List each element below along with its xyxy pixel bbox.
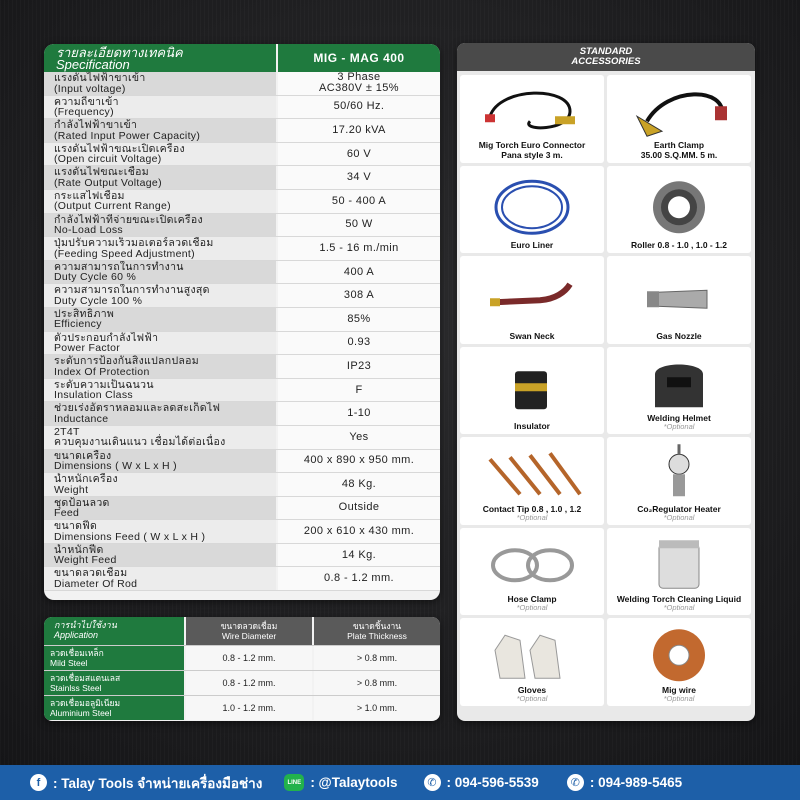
accessories-grid: [457, 71, 755, 710]
application-header: [44, 617, 440, 645]
accessory-name: Insulator: [514, 421, 550, 431]
spec-label-en: (Frequency): [54, 106, 114, 119]
spec-value: [276, 72, 440, 95]
spec-value: [276, 214, 440, 237]
contact-tip-icon: [460, 437, 604, 504]
material-en: Stainlss Steel: [50, 683, 102, 693]
spec-label-th: ความสามารถในการทำงานสูงสุด: [54, 284, 210, 297]
spec-row: [44, 119, 440, 143]
spec-value: [276, 379, 440, 402]
accessory-name: Mig Torch Euro Connector Pana style 3 m.: [478, 139, 586, 160]
spec-title-en: Specification: [56, 57, 130, 72]
spec-label-th: กระแสไฟเชื่อม: [54, 189, 125, 202]
application-row: [44, 670, 440, 695]
spec-row: [44, 214, 440, 238]
spec-label-en: Feed: [54, 507, 80, 520]
spec-label-th: ชุดป้อนลวด: [54, 496, 110, 509]
material-th: ลวดเชื่อมอลูมิเนียม: [50, 698, 121, 708]
spec-label-th: ขนาดลวดเชื่อม: [54, 567, 128, 580]
spec-label-th: ประสิทธิภาพ: [54, 307, 115, 320]
spec-label: [44, 190, 276, 213]
spec-label: [44, 284, 276, 307]
spec-value: [276, 332, 440, 355]
spec-label-th: แรงดันไฟฟ้าขณะเปิดเครื่อง: [54, 142, 185, 155]
accessory-name: Gloves: [517, 684, 547, 695]
spec-value-main: 48 Kg.: [341, 477, 377, 490]
gloves-icon: [460, 618, 604, 685]
spec-row: [44, 379, 440, 403]
spec-value: [276, 166, 440, 189]
plate-thickness-value: > 0.8 mm.: [312, 671, 440, 695]
accessory-item: [607, 618, 751, 706]
spec-row: [44, 261, 440, 285]
wire-diameter-value: 0.8 - 1.2 mm.: [184, 646, 312, 670]
spec-label-th: ปุ่มปรับความเร็วมอเตอร์ลวดเชื่อม: [54, 237, 214, 250]
plate-thickness-header: [312, 617, 440, 645]
spec-row: [44, 190, 440, 214]
spec-row: [44, 520, 440, 544]
spec-label: [44, 214, 276, 237]
spec-label: [44, 237, 276, 260]
material-th: ลวดเชื่อมสแตนเลส: [50, 673, 121, 683]
line-icon: LINE: [284, 774, 304, 791]
accessory-name: Hose Clamp: [507, 594, 557, 604]
spec-value: [276, 497, 440, 520]
spec-table: [44, 72, 440, 591]
accessory-item: [607, 347, 751, 435]
accessories-title-line2: ACCESSORIES: [571, 56, 641, 67]
spec-label: [44, 355, 276, 378]
spec-value: [276, 237, 440, 260]
spec-label: [44, 379, 276, 402]
torch-icon: [460, 75, 604, 140]
material-label: [44, 671, 184, 695]
phone-text-1: : 094-596-5539: [446, 775, 539, 790]
spec-value-main: 1-10: [347, 407, 371, 420]
spec-row: [44, 237, 440, 261]
spec-label: [44, 72, 276, 95]
model-name: MIG - MAG 400: [276, 44, 440, 72]
accessory-name: Welding Helmet: [647, 413, 711, 423]
spec-label: [44, 166, 276, 189]
spec-row: [44, 544, 440, 568]
accessory-item: [460, 618, 604, 706]
accessory-item: [460, 528, 604, 616]
spec-value: [276, 261, 440, 284]
spec-label-en: Dimensions Feed ( W x L x H ): [54, 530, 206, 543]
spec-value-main: 17.20 kVA: [332, 123, 386, 136]
spec-value: [276, 143, 440, 166]
spec-label-en: Insulation Class: [54, 389, 133, 402]
spec-row: [44, 473, 440, 497]
spec-label-en: (Output Current Range): [54, 200, 171, 213]
spec-label: [44, 426, 276, 449]
spec-label: [44, 332, 276, 355]
spec-row: [44, 426, 440, 450]
spec-value-main: 34 V: [346, 171, 372, 184]
spec-label-th: ความถี่ขาเข้า: [54, 95, 119, 108]
spec-value-main: 50 - 400 A: [331, 194, 387, 207]
spec-label-en: Power Factor: [54, 342, 121, 355]
spec-label-en: (Feeding Speed Adjustment): [54, 247, 195, 260]
spec-value-main: 60 V: [346, 147, 372, 160]
spec-value: [276, 473, 440, 496]
spec-value-main: Yes: [349, 430, 369, 443]
phone-icon: ✆: [424, 774, 441, 791]
helmet-icon: [607, 347, 751, 414]
accessory-name: Earth Clamp 35.00 S.Q.MM. 5 m.: [640, 139, 718, 160]
spec-label-th: 2T4T: [54, 425, 80, 438]
spec-label-th: แรงดันไฟขณะเชื่อม: [54, 166, 149, 179]
spec-value-sub: AC380V ± 15%: [319, 82, 399, 95]
spec-row: [44, 567, 440, 591]
accessory-item: [460, 75, 604, 163]
accessories-title: [457, 43, 755, 71]
accessory-item: [607, 437, 751, 525]
spec-value: [276, 450, 440, 473]
application-panel: [44, 617, 440, 721]
spec-value: [276, 426, 440, 449]
spec-label: [44, 308, 276, 331]
spec-label-th: ระดับการป้องกันสิ่งแปลกปลอม: [54, 355, 199, 368]
spec-value-main: 400 x 890 x 950 mm.: [303, 454, 415, 467]
spec-label-en: (Input voltage): [54, 82, 126, 95]
spec-label: [44, 261, 276, 284]
plate-thickness-header-en: Plate Thickness: [347, 631, 407, 641]
spec-row: [44, 72, 440, 96]
accessory-name: Welding Torch Cleaning Liquid: [616, 594, 742, 604]
spec-label-th: ขนาดเครื่อง: [54, 449, 112, 462]
spec-label-en: Dimensions ( W x L x H ): [54, 460, 177, 472]
accessory-name: Mig wire: [661, 684, 696, 695]
spec-value-main: 50/60 Hz.: [333, 100, 385, 113]
spec-value: [276, 544, 440, 567]
accessory-item: [607, 528, 751, 616]
spec-label: [44, 473, 276, 496]
facebook-contact[interactable]: [30, 772, 262, 794]
material-label: [44, 646, 184, 670]
regulator-icon: [607, 437, 751, 504]
accessory-item: [460, 256, 604, 344]
spec-value: [276, 96, 440, 119]
accessory-name: Co₂Regulator Heater: [637, 503, 721, 514]
spec-value: [276, 308, 440, 331]
spec-value: [276, 402, 440, 425]
spec-label: [44, 567, 276, 590]
plate-thickness-value: > 0.8 mm.: [312, 646, 440, 670]
insulator-icon: [460, 347, 604, 422]
spec-label: [44, 143, 276, 166]
spec-value-main: 200 x 610 x 430 mm.: [303, 525, 415, 538]
application-row: [44, 645, 440, 670]
spec-label-th: กำลังไฟฟ้าขาเข้า: [54, 119, 138, 132]
application-title-en: Application: [54, 630, 99, 640]
accessory-optional: *Optional: [516, 512, 548, 522]
accessory-optional: *Optional: [516, 603, 548, 612]
contact-footer: [0, 765, 800, 800]
spec-value-main: 1.5 - 16 m./min: [319, 241, 399, 254]
cleaning-liquid-icon: [607, 528, 751, 595]
spec-label-en: (Rated Input Power Capacity): [54, 129, 201, 142]
plate-thickness-header-th: ขนาดชิ้นงาน: [352, 621, 402, 631]
spec-label-en: Duty Cycle 60 %: [54, 271, 137, 284]
line-text: : @Talaytools: [310, 775, 398, 790]
spec-label-th: น้ำหนักฟีด: [54, 543, 104, 556]
spec-value: [276, 567, 440, 590]
accessory-optional: *Optional: [663, 603, 695, 612]
spec-row: [44, 166, 440, 190]
nozzle-icon: [607, 256, 751, 331]
spec-row: [44, 96, 440, 120]
spec-row: [44, 402, 440, 426]
swan-neck-icon: [460, 256, 604, 331]
spec-label-th: แรงดันไฟฟ้าขาเข้า: [54, 72, 146, 84]
spec-label: [44, 544, 276, 567]
accessory-item: [607, 166, 751, 254]
spec-title: [44, 44, 276, 72]
spec-row: [44, 308, 440, 332]
spec-row: [44, 355, 440, 379]
accessory-item: [460, 166, 604, 254]
spec-label-th: น้ำหนักเครื่อง: [54, 473, 118, 486]
phone-contact-1[interactable]: [424, 774, 539, 791]
phone-contact-2[interactable]: [567, 774, 682, 791]
spec-label-en: (Rate Output Voltage): [54, 176, 162, 189]
spec-label-en: Inductance: [54, 412, 109, 425]
spec-value-main: 400 A: [343, 265, 375, 278]
spec-value: [276, 284, 440, 307]
spec-value: [276, 119, 440, 142]
spec-label-en: Diameter Of Rod: [54, 577, 138, 590]
spec-label-en: ควบคุมงานเดินแนว เชื่อมได้ต่อเนื่อง: [54, 436, 226, 449]
spec-label-en: (Open circuit Voltage): [54, 153, 162, 166]
spec-value-main: 85%: [347, 312, 371, 325]
spec-value-main: 50 W: [345, 218, 373, 231]
spec-row: [44, 332, 440, 356]
spec-label-th: ความสามารถในการทำงาน: [54, 260, 184, 273]
accessory-name: Swan Neck: [509, 330, 555, 341]
hose-clamp-icon: [460, 528, 604, 595]
spec-label: [44, 497, 276, 520]
spec-row: [44, 497, 440, 521]
accessory-optional: *Optional: [663, 512, 695, 522]
spec-label-th: ตัวประกอบกำลังไฟฟ้า: [54, 331, 159, 344]
material-label: [44, 696, 184, 720]
facebook-icon: f: [30, 774, 47, 791]
material-en: Aluminium Steel: [50, 708, 112, 718]
wire-diameter-value: 1.0 - 1.2 mm.: [184, 696, 312, 720]
spec-row: [44, 450, 440, 474]
accessories-panel: [457, 43, 755, 721]
line-contact[interactable]: [284, 774, 397, 791]
accessory-name: Contact Tip 0.8 , 1.0 , 1.2: [482, 503, 582, 514]
spec-value: [276, 190, 440, 213]
accessory-optional: *Optional: [663, 422, 695, 431]
spec-label: [44, 96, 276, 119]
accessory-name: Euro Liner: [510, 240, 554, 250]
spec-label-en: Index Of Protection: [54, 365, 150, 378]
mig-wire-icon: [607, 618, 751, 685]
clamp-icon: [607, 75, 751, 140]
phone-icon: ✆: [567, 774, 584, 791]
spec-value-main: 308 A: [343, 289, 375, 302]
phone-text-2: : 094-989-5465: [589, 775, 683, 790]
spec-value-main: 3 Phase: [337, 71, 381, 84]
spec-row: [44, 143, 440, 167]
application-title-th: การนำไปใช้งาน: [54, 620, 117, 630]
spec-title-th: รายละเอียดทางเทคนิค: [56, 45, 183, 60]
spec-value-main: F: [355, 383, 363, 396]
material-en: Mild Steel: [50, 658, 88, 668]
spec-label: [44, 520, 276, 543]
spec-value: [276, 355, 440, 378]
spec-label-en: Efficiency: [54, 318, 102, 331]
application-table: [44, 645, 440, 720]
spec-label-en: Weight: [54, 483, 89, 496]
material-th: ลวดเชื่อมเหล็ก: [50, 648, 104, 658]
spec-label-th: ระดับความเป็นฉนวน: [54, 378, 154, 391]
accessory-optional: *Optional: [663, 693, 695, 703]
accessory-item: [607, 256, 751, 344]
spec-value-main: Outside: [338, 501, 380, 514]
accessory-name: Gas Nozzle: [656, 330, 702, 341]
spec-label-th: ขนาดฟีด: [54, 520, 98, 533]
spec-label: [44, 450, 276, 473]
accessory-item: [460, 347, 604, 435]
spec-label-en: Weight Feed: [54, 554, 117, 567]
spec-value-main: 0.93: [347, 336, 371, 349]
accessory-name: Roller 0.8 - 1.0 , 1.0 - 1.2: [631, 240, 727, 250]
spec-value-main: 0.8 - 1.2 mm.: [324, 572, 394, 585]
wire-diameter-header-th: ขนาดลวดเชื่อม: [220, 621, 278, 631]
facebook-text: : Talay Tools จำหน่ายเครื่องมือช่าง: [53, 775, 263, 791]
spec-row: [44, 284, 440, 308]
spec-value: [276, 520, 440, 543]
plate-thickness-value: > 1.0 mm.: [312, 696, 440, 720]
spec-label-th: กำลังไฟฟ้าที่จ่ายขณะเปิดเครื่อง: [54, 213, 203, 226]
accessory-item: [460, 437, 604, 525]
accessory-item: [607, 75, 751, 163]
spec-value-main: IP23: [346, 359, 372, 372]
accessories-title-line1: STANDARD: [579, 46, 633, 57]
liner-icon: [460, 166, 604, 241]
wire-diameter-header: [184, 617, 312, 645]
wire-diameter-header-en: Wire Diameter: [221, 631, 277, 641]
roller-icon: [607, 166, 751, 241]
specification-panel: [44, 44, 440, 600]
spec-label-en: Duty Cycle 100 %: [54, 294, 143, 307]
application-row: [44, 695, 440, 720]
application-title: [44, 617, 184, 645]
spec-header: [44, 44, 440, 72]
spec-value-main: 14 Kg.: [341, 548, 377, 561]
spec-label: [44, 119, 276, 142]
wire-diameter-value: 0.8 - 1.2 mm.: [184, 671, 312, 695]
accessory-optional: *Optional: [516, 693, 548, 703]
spec-label-th: ช่วยเร่งอัตราหลอมและลดสะเก็ดไฟ: [54, 402, 221, 415]
spec-label-en: No-Load Loss: [54, 224, 123, 237]
spec-label: [44, 402, 276, 425]
